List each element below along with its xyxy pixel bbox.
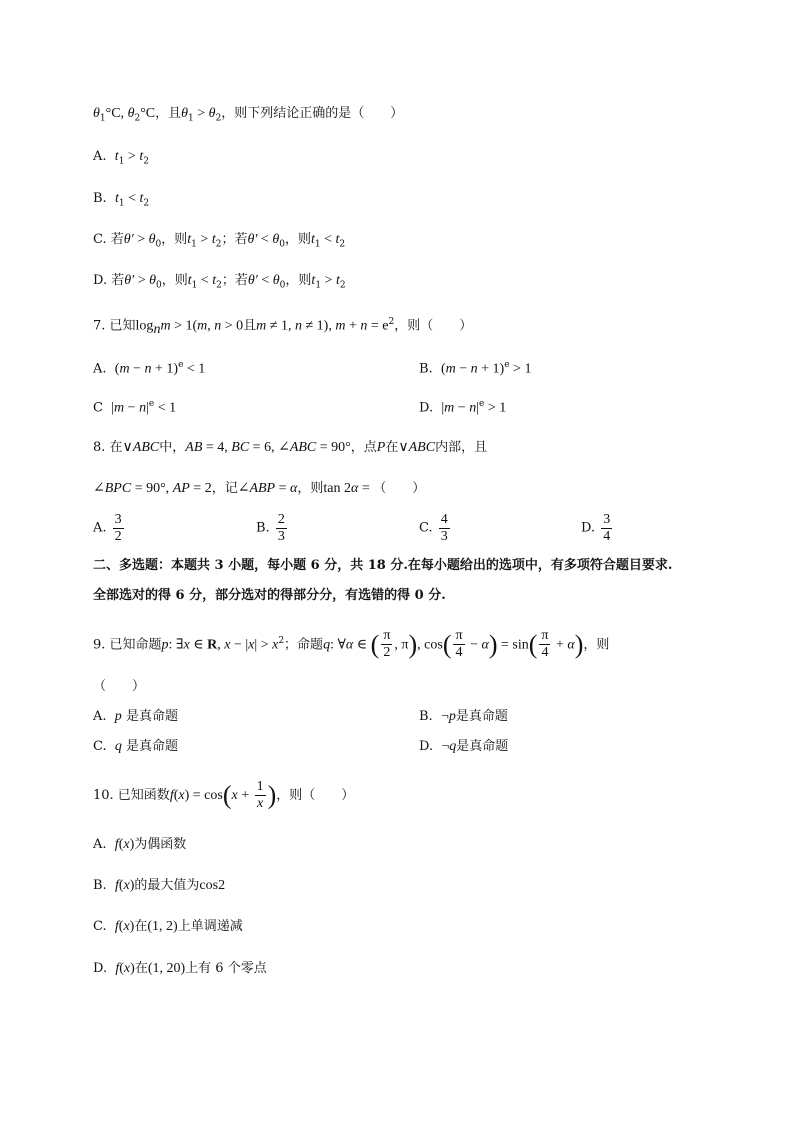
- q7-option-d[interactable]: D. $|m - n|^e > 1$: [419, 399, 507, 416]
- section-heading-line1: 二、多选题：本题共 3 小题，每小题 6 分，共 18 分.在每小题给出的选项中，有多项符合题目要求.: [93, 558, 673, 573]
- q8-option-b[interactable]: B. $\frac{2}{3}$: [256, 512, 285, 544]
- q8-option-d[interactable]: D. $\frac{3}{4}$: [581, 512, 611, 544]
- q8-option-c[interactable]: C. $\frac{4}{3}$: [419, 512, 448, 544]
- q6-option-c[interactable]: C. 若$\theta' > \theta_0$，则$t_1 > t_2$；若$\theta' < \theta_0$，则$t_1 < t_2$: [93, 232, 346, 250]
- q10-option-b[interactable]: B. f(x)的最大值为cos2: [93, 878, 226, 893]
- q9-option-a[interactable]: A. p 是真命题: [93, 709, 178, 724]
- q9-paren: （ ）: [93, 679, 146, 694]
- q7-option-b[interactable]: B. $(m - n + 1)^e > 1$: [419, 360, 532, 377]
- q7-stem: 7. 已知$\log_nm > 1(m$, n > 0且m ≠ 1, n ≠ 1), $m + n = e^2$，则（ ）: [93, 317, 473, 337]
- q10-option-c[interactable]: C. f(x)在(1, 2)上单调递减: [93, 919, 243, 934]
- q7-option-a[interactable]: A. $(m - n + 1)^e < 1$: [93, 360, 206, 377]
- q10-option-d[interactable]: D. f(x)在(1, 20)上有 6 个零点: [93, 961, 267, 976]
- q10-stem: 10. 已知函数f(x) = cos(x + $\frac{1}{x}$ )，则（ ）: [93, 779, 355, 811]
- fraction: $\frac{2}{3}$: [277, 512, 285, 544]
- q6-option-d[interactable]: D. 若$\theta' > \theta_0$，则$t_1 < t_2$；若$\theta' < \theta_0$，则$t_1 > t_2$: [93, 273, 346, 291]
- fraction: $\frac{4}{3}$: [440, 512, 448, 544]
- q6-stem: $\theta_1^\circ C$, $\theta_2^\circ C$，且$\theta_1 > \theta_2$，则下列结论正确的是（ ）: [93, 106, 404, 124]
- q7-option-c[interactable]: C $|m - n|^e < 1$: [93, 399, 177, 416]
- q10-option-a[interactable]: A. f(x)为偶函数: [93, 837, 187, 852]
- q9-option-c[interactable]: C. q 是真命题: [93, 739, 179, 754]
- fraction: $\frac{3}{4}$: [603, 512, 611, 544]
- q8-stem-line2: ∠BPC = 90°, AP = 2，记∠ABP = α，则tan 2α = （ ）: [93, 481, 426, 496]
- q8-option-a[interactable]: A. $\frac{3}{2}$: [93, 512, 122, 544]
- q6-option-a[interactable]: A. $t_1 > t_2$: [93, 149, 149, 167]
- q9-option-d[interactable]: D. ¬q是真命题: [419, 739, 509, 754]
- q9-stem: 9. 已知命题p: ∃x ∈ R, $x - |x| > x^2$；命题q: ∀α ∈ ( $\frac{\pi}{2}$ , π), cos( $\frac{\pi}{4}$ − α) = sin( $\frac{\pi}{4}$ + α)，则: [93, 628, 610, 661]
- fraction: $\frac{3}{2}$: [114, 512, 122, 544]
- q8-stem-line1: 8. 在∨ABC中，AB = 4, BC = 6, ∠ABC = 90°，点P在∨ABC内部，且: [93, 440, 488, 455]
- q6-option-b[interactable]: B. $t_1 < t_2$: [93, 191, 150, 209]
- section-heading-line2: 全部选对的得 6 分，部分选对的得部分分，有选错的得 0 分.: [93, 588, 446, 603]
- q9-option-b[interactable]: B. ¬p是真命题: [419, 709, 508, 724]
